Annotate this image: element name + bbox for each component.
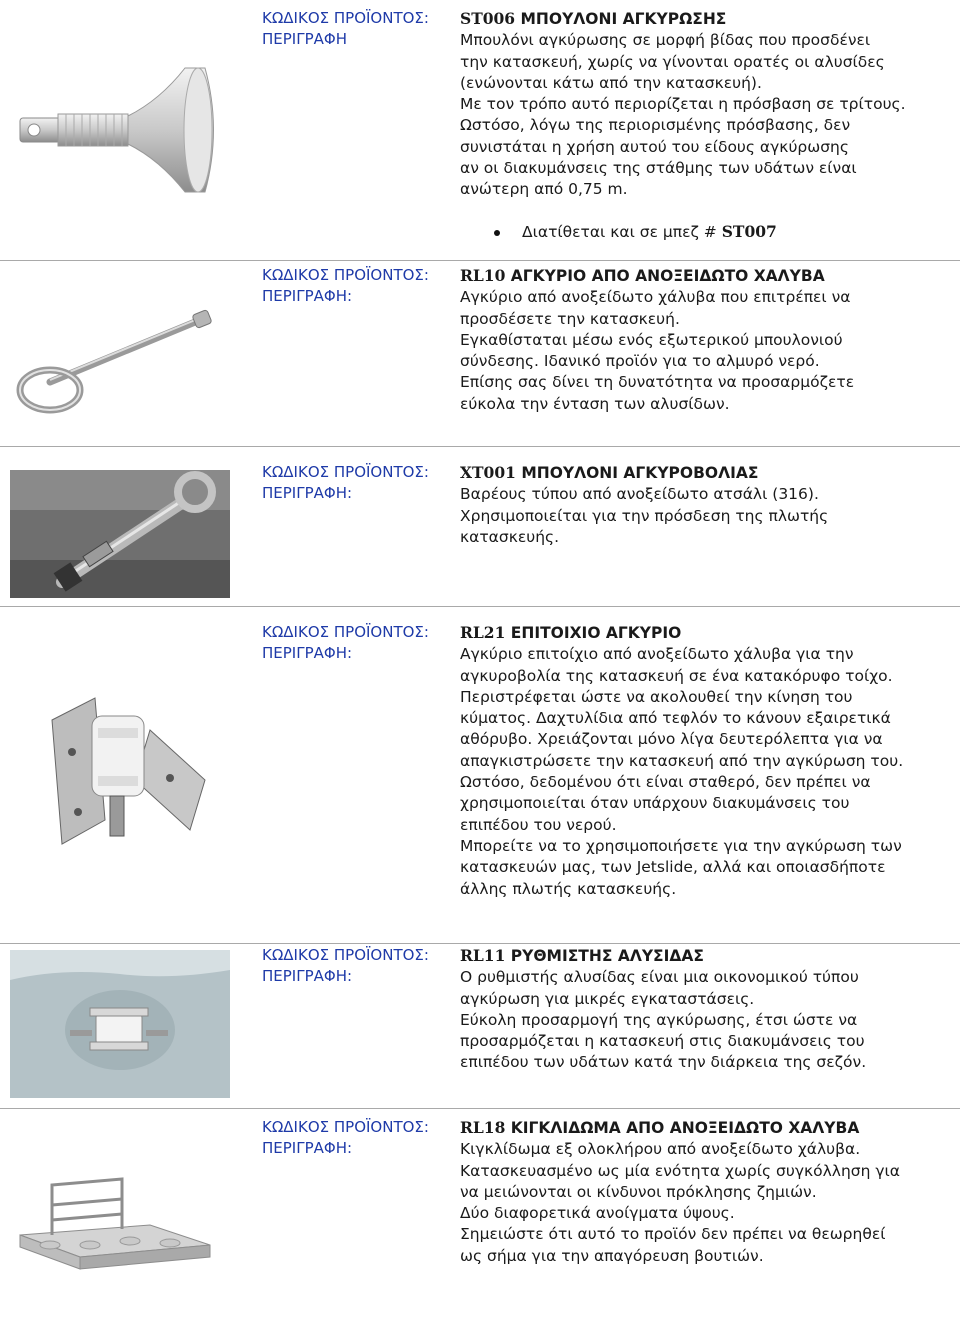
description-line: Εγκαθίσταται μέσω ενός εξωτερικού μπουλονιού	[460, 330, 843, 349]
product-code-label: ΚΩΔΙΚΟΣ ΠΡΟΪΟΝΤΟΣ:	[262, 623, 429, 641]
ring-anchor-icon	[10, 290, 230, 420]
row-separator	[0, 1108, 960, 1109]
product-label-block	[262, 265, 452, 307]
product-description	[460, 8, 940, 201]
description-line: σύνδεσης. Ιδανικό προϊόν για το αλμυρό νερό.	[460, 352, 820, 371]
eye-bolt-icon	[10, 470, 230, 598]
product-description	[460, 945, 940, 1074]
availability-bullet	[494, 222, 777, 241]
product-code-label: ΚΩΔΙΚΟΣ ΠΡΟΪΟΝΤΟΣ:	[262, 266, 429, 284]
product-description-label: ΠΕΡΙΓΡΑΦΗ:	[262, 1139, 353, 1157]
product-description-label: ΠΕΡΙΓΡΑΦΗ:	[262, 644, 353, 662]
description-line: ως σήμα για την απαγόρευση βουτιών.	[460, 1246, 764, 1265]
product-title	[460, 462, 940, 484]
description-line: Αγκύριο επιτοίχιο από ανοξείδωτο χάλυβα για την	[460, 645, 854, 664]
product-code-label: ΚΩΔΙΚΟΣ ΠΡΟΪΟΝΤΟΣ:	[262, 463, 429, 481]
product-label-block	[262, 945, 452, 987]
product-title	[460, 1117, 940, 1139]
description-line: κύματος. Δαχτυλίδια από τεφλόν το κάνουν εξαιρετικά	[460, 709, 891, 728]
product-code: RL10	[460, 266, 506, 285]
product-code-label: ΚΩΔΙΚΟΣ ΠΡΟΪΟΝΤΟΣ:	[262, 946, 429, 964]
product-title	[460, 622, 940, 644]
description-line: Μπουλόνι αγκύρωσης σε μορφή βίδας που προσδένει	[460, 31, 871, 50]
description-line: άλλης πλωτής κατασκευής.	[460, 879, 677, 898]
product-code: RL18	[460, 1118, 506, 1137]
description-line: επιπέδου του νερού.	[460, 815, 617, 834]
product-title	[460, 265, 940, 287]
product-description-label: ΠΕΡΙΓΡΑΦΗ	[262, 30, 347, 48]
description-line: Ο ρυθμιστής αλυσίδας είναι μια οικονομικού τύπου	[460, 968, 859, 987]
description-line: Επίσης σας δίνει τη δυνατότητα να προσαρμόζετε	[460, 373, 855, 392]
bullet-text: Διατίθεται και σε μπεζ #	[522, 223, 722, 241]
product-label-block	[262, 8, 452, 50]
description-line: κατασκευής.	[460, 527, 560, 546]
description-line: Μπορείτε να το χρησιμοποιήσετε για την αγκύρωση των	[460, 836, 902, 855]
description-line: Περιστρέφεται ώστε να ακολουθεί την κίνηση του	[460, 687, 853, 706]
product-code-label: ΚΩΔΙΚΟΣ ΠΡΟΪΟΝΤΟΣ:	[262, 9, 429, 27]
product-description-label: ΠΕΡΙΓΡΑΦΗ:	[262, 484, 353, 502]
description-line: συνιστάται η χρήση αυτού του είδους αγκύρωσης	[460, 137, 849, 156]
description-line: να μειώνονται οι κίνδυνοι πρόκλησης ζημιών.	[460, 1182, 817, 1201]
row-separator	[0, 606, 960, 607]
product-description	[460, 1117, 940, 1267]
chain-adjuster-icon	[10, 950, 230, 1098]
description-line: την κατασκευή, χωρίς να γίνονται ορατές οι αλυσίδες	[460, 52, 885, 71]
product-name: ΜΠΟΥΛΟΝΙ ΑΓΚΥΡΟΒΟΛΙΑΣ	[521, 464, 759, 482]
description-line: Ωστόσο, λόγω της περιορισμένης πρόσβασης, δεν	[460, 116, 851, 135]
description-line: αγκύρωση για μικρές εγκαταστάσεις.	[460, 989, 755, 1008]
product-name: ΜΠΟΥΛΟΝΙ ΑΓΚΥΡΩΣΗΣ	[520, 10, 727, 28]
product-label-block	[262, 462, 452, 504]
description-line: Με τον τρόπο αυτό περιορίζεται η πρόσβαση σε τρίτους.	[460, 95, 906, 114]
description-line: Κατασκευασμένο ως μία ενότητα χωρίς συγκόλληση για	[460, 1161, 900, 1180]
product-code: XT001	[460, 463, 516, 482]
description-line: επιπέδου των υδάτων κατά την διάρκεια της σεζόν.	[460, 1053, 867, 1072]
product-title	[460, 945, 940, 967]
description-line: αγκυροβολία της κατασκευή σε ένα κατακόρυφο τοίχο.	[460, 666, 893, 685]
description-line: αθόρυβο. Χρειάζονται μόνο λίγα δευτερόλεπτα για να	[460, 730, 883, 749]
product-name: ΡΥΘΜΙΣΤΗΣ ΑΛΥΣΙΔΑΣ	[510, 947, 704, 965]
description-line: Εύκολη προσαρμογή της αγκύρωσης, έτσι ώστε να	[460, 1010, 858, 1029]
description-line: απαγκιστρώσετε την κατασκευή από την αγκύρωση του.	[460, 751, 904, 770]
description-line: ανώτερη από 0,75 m.	[460, 180, 628, 199]
product-description	[460, 462, 940, 548]
description-line: Βαρέους τύπου από ανοξείδωτο ατσάλι (316).	[460, 485, 819, 504]
product-description	[460, 622, 940, 900]
wall-anchor-icon	[10, 680, 230, 870]
product-description-label: ΠΕΡΙΓΡΑΦΗ:	[262, 287, 353, 305]
description-line: προσαρμόζεται η κατασκευή στις διακυμάνσεις του	[460, 1032, 865, 1051]
row-separator	[0, 446, 960, 447]
product-title	[460, 8, 940, 30]
product-name: ΕΠΙΤΟΙΧΙΟ ΑΓΚΥΡΙΟ	[510, 624, 682, 642]
row-separator	[0, 260, 960, 261]
description-line: (ενώνονται κάτω από την κατασκευή).	[460, 73, 762, 92]
anchor-bolt-icon	[10, 60, 230, 210]
description-line: προσδέσετε την κατασκευή.	[460, 309, 680, 328]
bullet-code: ST007	[721, 222, 777, 241]
product-code: RL11	[460, 946, 506, 965]
product-code: ST006	[460, 9, 516, 28]
product-description-label: ΠΕΡΙΓΡΑΦΗ:	[262, 967, 353, 985]
description-line: Κιγκλίδωμα εξ ολοκλήρου από ανοξείδωτο χάλυβα.	[460, 1140, 861, 1159]
description-line: χρησιμοποιείται όταν υπάρχουν διακυμάνσεις του	[460, 794, 850, 813]
description-line: Ωστόσο, δεδομένου ότι είναι σταθερό, δεν πρέπει να	[460, 773, 871, 792]
product-name: ΚΙΓΚΛΙΔΩΜΑ ΑΠΟ ΑΝΟΞΕΙΔΩΤΟ ΧΑΛΥΒΑ	[510, 1119, 860, 1137]
product-description	[460, 265, 940, 415]
product-label-block	[262, 622, 452, 664]
bullet-icon	[494, 230, 500, 236]
product-label-block	[262, 1117, 452, 1159]
product-code: RL21	[460, 623, 506, 642]
row-separator	[0, 943, 960, 944]
description-line: κατασκευών μας, των Jetslide, αλλά και οποιασδήποτε	[460, 858, 886, 877]
product-code-label: ΚΩΔΙΚΟΣ ΠΡΟΪΟΝΤΟΣ:	[262, 1118, 429, 1136]
description-line: Δύο διαφορετικά ανοίγματα ύψους.	[460, 1204, 735, 1223]
description-line: αν οι διακυμάνσεις της στάθμης των υδάτων είναι	[460, 159, 857, 178]
railing-icon	[10, 1165, 230, 1275]
description-line: Χρησιμοποιείται για την πρόσδεση της πλωτής	[460, 506, 829, 525]
description-line: Αγκύριο από ανοξείδωτο χάλυβα που επιτρέπει να	[460, 288, 851, 307]
description-line: εύκολα την ένταση των αλυσίδων.	[460, 394, 730, 413]
product-name: ΑΓΚΥΡΙΟ ΑΠΟ ΑΝΟΞΕΙΔΩΤΟ ΧΑΛΥΒΑ	[510, 267, 825, 285]
description-line: Σημειώστε ότι αυτό το προϊόν δεν πρέπει να θεωρηθεί	[460, 1225, 886, 1244]
